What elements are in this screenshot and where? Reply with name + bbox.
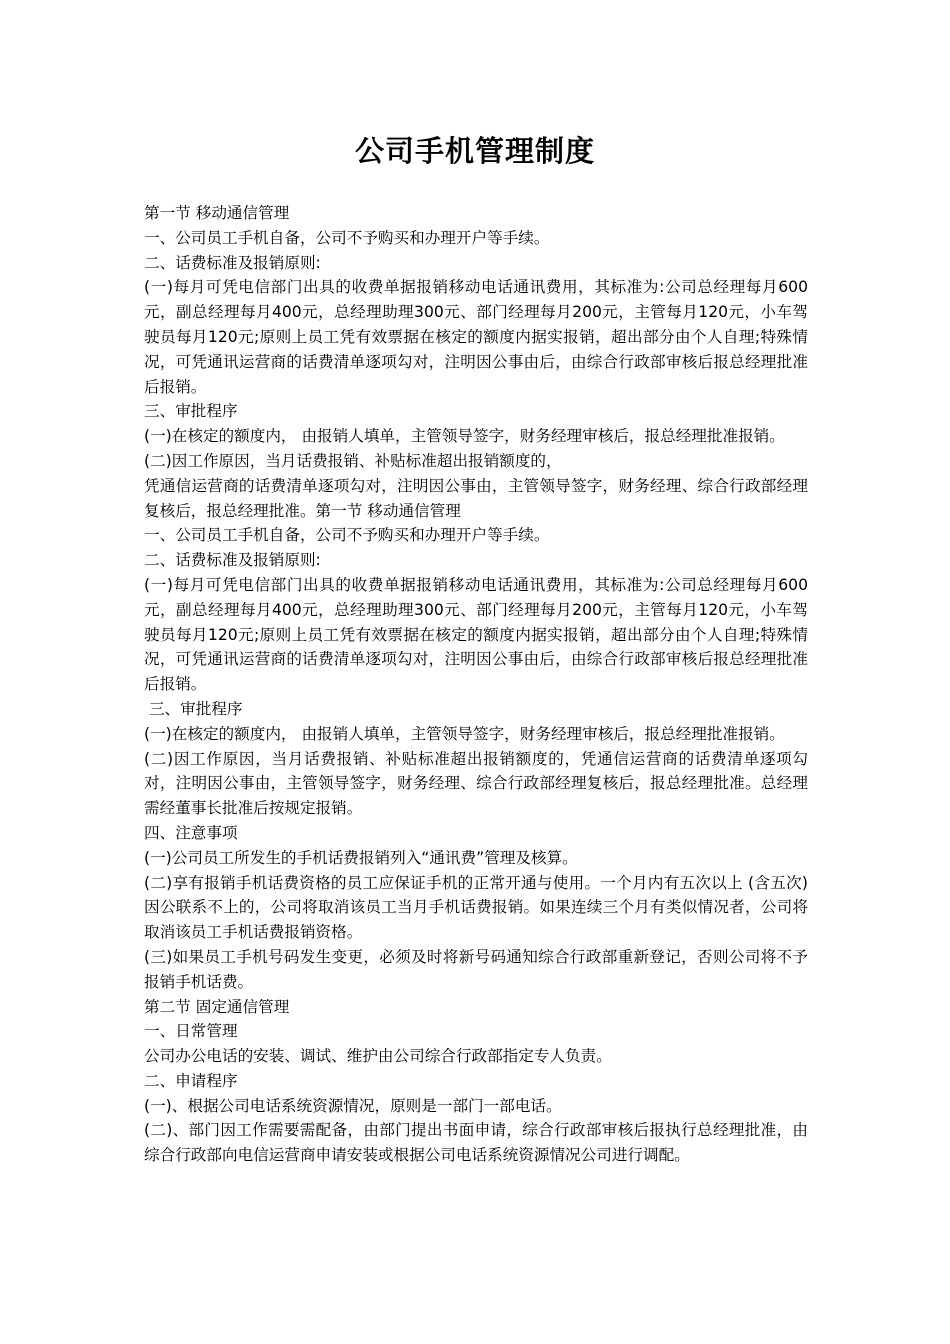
paragraph: (一)在核定的额度内， 由报销人填单，主管领导签字，财务经理审核后，报总经理批准报销。	[144, 427, 785, 446]
paragraph: 凭通信运营商的话费清单逐项勾对，注明因公事由，主管领导签字，财务经理、综合行政部经理复核后，报总经理批准。第一节 移动通信管理	[144, 476, 808, 520]
document-title: 公司手机管理制度	[354, 134, 595, 168]
section-heading: 第一节 移动通信管理	[144, 204, 290, 222]
paragraph: 一、公司员工手机自备，公司不予购买和办理开户等手续。	[144, 526, 550, 545]
paragraph: 一、公司员工手机自备，公司不予购买和办理开户等手续。	[144, 228, 550, 247]
paragraph: (一)、根据公司电话系统资源情况，原则是一部门一部电话。	[144, 1096, 562, 1115]
document-body	[144, 201, 808, 1168]
paragraph: (二)因工作原因，当月话费报销、补贴标准超出报销额度的，	[144, 451, 562, 470]
paragraph: 一、日常管理	[144, 1022, 238, 1041]
paragraph: 三、审批程序	[144, 402, 238, 421]
paragraph: (二)、部门因工作需要需配备，由部门提出书面申请，综合行政部审核后报执行总经理批准，由综合行政部向电信运营商申请安装或根据公司电话系统资源情况公司进行调配。	[144, 1121, 808, 1165]
paragraph: (一)在核定的额度内， 由报销人填单，主管领导签字，财务经理审核后，报总经理批准报销。	[144, 724, 785, 743]
paragraph: (一)每月可凭电信部门出具的收费单据报销移动电话通讯费用，其标准为:公司总经理每月600元，副总经理每月400元，总经理助理300元、部门经理每月200元，主管每月120元，小车驾驶员每月120元;原则上员工凭有效票据在核定的额度内据实报销，超出部分由个人自理;特殊情况，可凭通讯运营商的话费清单逐项勾对，注明因公事由后，由综合行政部审核后报总经理批准后报销。	[144, 278, 808, 396]
paragraph: (三)如果员工手机号码发生变更，必须及时将新号码通知综合行政部重新登记，否则公司将不予报销手机话费。	[144, 947, 808, 991]
paragraph: (二)因工作原因，当月话费报销、补贴标准超出报销额度的，凭通信运营商的话费清单逐项勾对，注明因公事由，主管领导签字，财务经理、综合行政部经理复核后，报总经理批准。总经理需经董事长批准后按规定报销。	[144, 749, 808, 818]
section-heading: 第二节 固定通信管理	[144, 997, 290, 1016]
paragraph: (二)享有报销手机话费资格的员工应保证手机的正常开通与使用。一个月内有五次以上 (含五次)因公联系不上的，公司将取消该员工当月手机话费报销。如果连续三个月有类似情况者，公司将取消该员工手机话费报销资格。	[144, 873, 808, 942]
paragraph: 二、话费标准及报销原则:	[144, 253, 321, 272]
paragraph: 三、审批程序	[144, 699, 243, 718]
paragraph: 二、申请程序	[144, 1071, 238, 1090]
paragraph: 二、话费标准及报销原则:	[144, 551, 321, 570]
paragraph: 公司办公电话的安装、调试、维护由公司综合行政部指定专人负责。	[144, 1047, 612, 1066]
paragraph: (一)公司员工所发生的手机话费报销列入“通讯费”管理及核算。	[144, 848, 578, 867]
paragraph: (一)每月可凭电信部门出具的收费单据报销移动电话通讯费用，其标准为:公司总经理每月600元，副总经理每月400元，总经理助理300元、部门经理每月200元，主管每月120元，小车驾驶员每月120元;原则上员工凭有效票据在核定的额度内据实报销，超出部分由个人自理;特殊情况，可凭通讯运营商的话费清单逐项勾对，注明因公事由后，由综合行政部审核后报总经理批准后报销。	[144, 575, 808, 694]
paragraph: 四、注意事项	[144, 823, 238, 842]
